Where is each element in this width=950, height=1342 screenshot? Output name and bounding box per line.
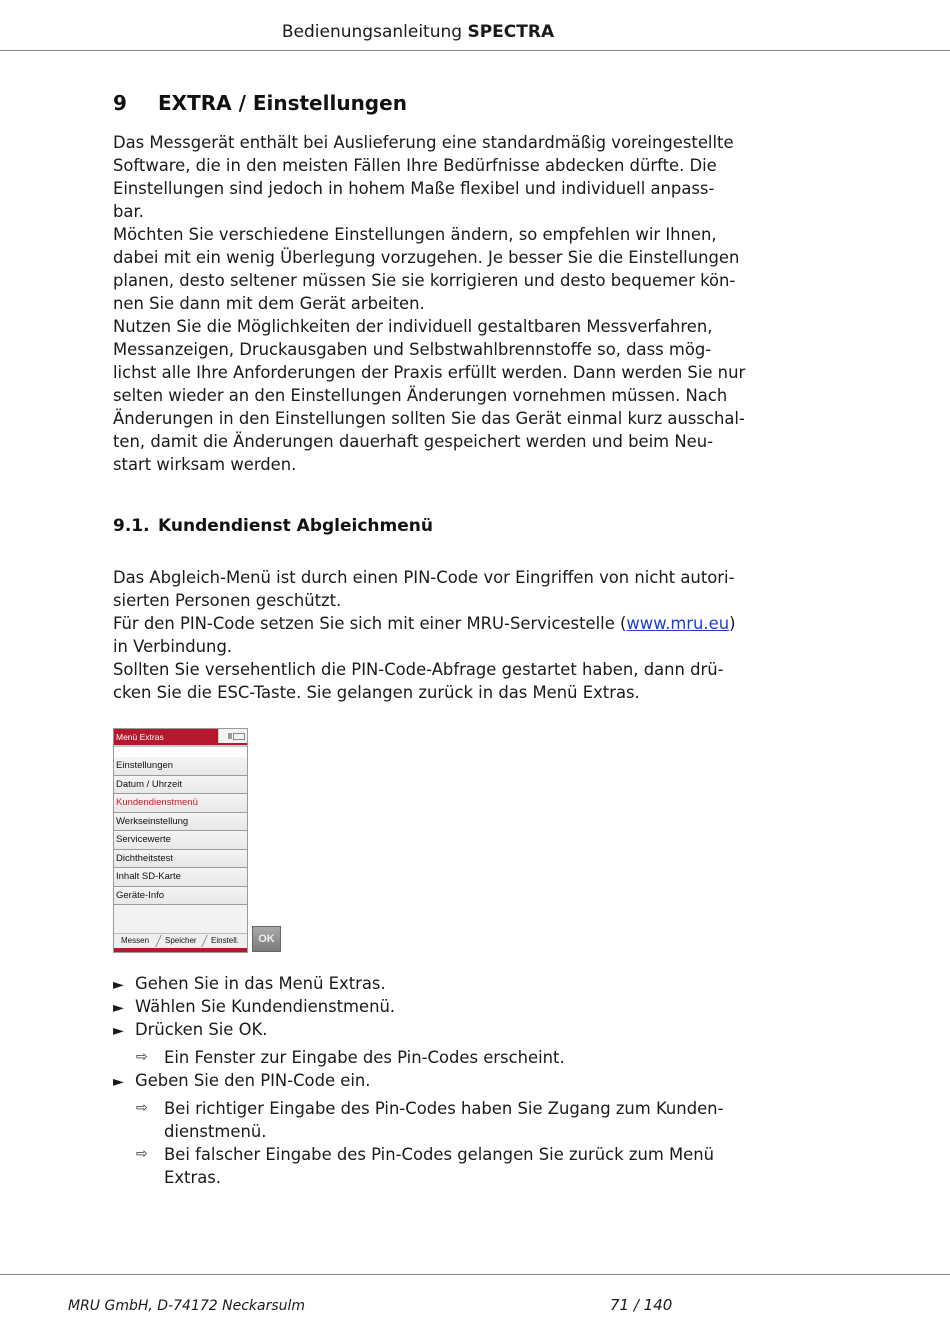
header-product: SPECTRA <box>467 22 555 42</box>
title-divider <box>114 745 248 747</box>
subsection-title: Kundendienst Abgleichmenü <box>158 516 433 536</box>
softkey-speicher[interactable]: Speicher <box>165 936 197 945</box>
softkey-divider <box>155 935 162 947</box>
intro-line: Einstellungen sind jedoch in hohem Maße flexibel und individuell anpass- <box>113 179 715 198</box>
step-marker-icon: ► <box>113 977 124 993</box>
intro-line: planen, desto seltener müssen Sie sie korrigieren und desto bequemer kön- <box>113 271 736 290</box>
intro-line: selten wieder an den Einstellungen Änderungen vornehmen müssen. Nach <box>113 386 728 405</box>
step-text: Gehen Sie in das Menü Extras. <box>135 974 386 993</box>
device-bottom-bar <box>114 948 248 952</box>
softkey-einstell[interactable]: Einstell. <box>211 936 240 945</box>
result-line: Bei richtiger Eingabe des Pin-Codes haben Sie Zugang zum Kunden- <box>164 1099 724 1118</box>
sub-line-before-link: Für den PIN-Code setzen Sie sich mit einer MRU-Servicestelle ( <box>113 614 627 633</box>
header-prefix: Bedienungsanleitung <box>281 22 463 42</box>
sub-line: sierten Personen geschützt. <box>113 591 342 610</box>
sub-line: Das Abgleich-Menü ist durch einen PIN-Code vor Eingriffen von nicht autori- <box>113 568 735 587</box>
menu-item-inhalt-sd-karte[interactable]: Inhalt SD-Karte <box>114 868 248 887</box>
sub-line-with-link <box>113 612 736 635</box>
header-rule <box>0 50 950 51</box>
device-title-bar <box>114 729 248 745</box>
footer-rule <box>0 1274 950 1275</box>
intro-line: nen Sie dann mit dem Gerät arbeiten. <box>113 294 425 313</box>
intro-line: dabei mit ein wenig Überlegung vorzugehen. Je besser Sie die Einstellungen <box>113 248 740 267</box>
menu-item-werkseinstellung[interactable]: Werkseinstellung <box>114 813 248 832</box>
intro-line: ten, damit die Änderungen dauerhaft gespeichert werden und beim Neu- <box>113 432 714 451</box>
signal-icon <box>228 733 232 739</box>
sub-line: Sollten Sie versehentlich die PIN-Code-Abfrage gestartet haben, dann drü- <box>113 660 724 679</box>
menu-item-einstellungen[interactable]: Einstellungen <box>114 757 248 776</box>
menu-item-geraete-info[interactable]: Geräte-Info <box>114 887 248 906</box>
step-item <box>113 995 395 1020</box>
device-menu <box>114 757 248 933</box>
sub-line-after-link: ) <box>729 614 736 633</box>
step-marker-icon: ► <box>113 1074 124 1090</box>
result-arrow-icon: ⇨ <box>136 1049 148 1065</box>
section-title: EXTRA / Einstellungen <box>158 91 407 115</box>
sub-line: cken Sie die ESC-Taste. Sie gelangen zurück in das Menü Extras. <box>113 683 640 702</box>
footer-company: MRU GmbH, D-74172 Neckarsulm <box>68 1298 306 1314</box>
menu-item-datum-uhrzeit[interactable]: Datum / Uhrzeit <box>114 776 248 795</box>
subsection-number: 9.1. <box>113 516 150 536</box>
subsection-heading <box>113 516 433 536</box>
intro-line: bar. <box>113 202 144 221</box>
step-text: Drücken Sie OK. <box>135 1020 268 1039</box>
intro-line: Möchten Sie verschiedene Einstellungen ändern, so empfehlen wir Ihnen, <box>113 225 717 244</box>
ok-button[interactable]: OK <box>252 926 281 952</box>
softkey-divider <box>201 935 208 947</box>
device-screenshot <box>113 728 248 953</box>
intro-line: Das Messgerät enthält bei Auslieferung eine standardmäßig voreingestellte <box>113 133 734 152</box>
subsection-paragraph <box>113 566 736 704</box>
step-text: Wählen Sie Kundendienstmenü. <box>135 997 396 1016</box>
result-line: dienstmenü. <box>164 1122 267 1141</box>
intro-line: start wirksam werden. <box>113 455 297 474</box>
device-title: Menü Extras <box>116 732 164 742</box>
step-item <box>113 1018 267 1043</box>
battery-icon <box>233 733 245 740</box>
step-text: Geben Sie den PIN-Code ein. <box>135 1071 371 1090</box>
intro-line: Messanzeigen, Druckausgaben und Selbstwahlbrennstoffe so, dass mög- <box>113 340 712 359</box>
step-marker-icon: ► <box>113 1023 124 1039</box>
result-arrow-icon: ⇨ <box>136 1100 148 1116</box>
running-header <box>0 22 836 42</box>
menu-empty-area <box>114 905 248 933</box>
intro-line: Änderungen in den Einstellungen sollten Sie das Gerät einmal kurz ausschal- <box>113 409 745 428</box>
sub-line: in Verbindung. <box>113 637 233 656</box>
footer-page-number: 71 / 140 <box>610 1296 673 1314</box>
softkey-messen[interactable]: Messen <box>121 936 150 945</box>
menu-item-servicewerte[interactable]: Servicewerte <box>114 831 248 850</box>
result-line: Extras. <box>164 1168 222 1187</box>
menu-item-kundendienstmenue[interactable]: Kundendienstmenü <box>114 794 248 813</box>
step-marker-icon: ► <box>113 1000 124 1016</box>
step-item <box>113 972 386 997</box>
softkey-bar <box>114 933 248 948</box>
mru-website-link[interactable]: www.mru.eu <box>626 614 730 633</box>
result-text: Ein Fenster zur Eingabe des Pin-Codes erscheint. <box>164 1048 565 1067</box>
result-text <box>164 1097 723 1143</box>
section-heading <box>113 91 407 115</box>
intro-paragraph <box>113 131 746 476</box>
intro-line: Software, die in den meisten Fällen Ihre Bedürfnisse abdecken dürfte. Die <box>113 156 717 175</box>
section-number: 9 <box>113 91 127 115</box>
result-arrow-icon: ⇨ <box>136 1146 148 1162</box>
result-line: Bei falscher Eingabe des Pin-Codes gelangen Sie zurück zum Menü <box>164 1145 715 1164</box>
step-item <box>113 1069 371 1094</box>
result-text <box>164 1143 714 1189</box>
intro-line: lichst alle Ihre Anforderungen der Praxis erfüllt werden. Dann werden Sie nur <box>113 363 746 382</box>
menu-item-dichtheitstest[interactable]: Dichtheitstest <box>114 850 248 869</box>
intro-line: Nutzen Sie die Möglichkeiten der individuell gestaltbaren Messverfahren, <box>113 317 713 336</box>
